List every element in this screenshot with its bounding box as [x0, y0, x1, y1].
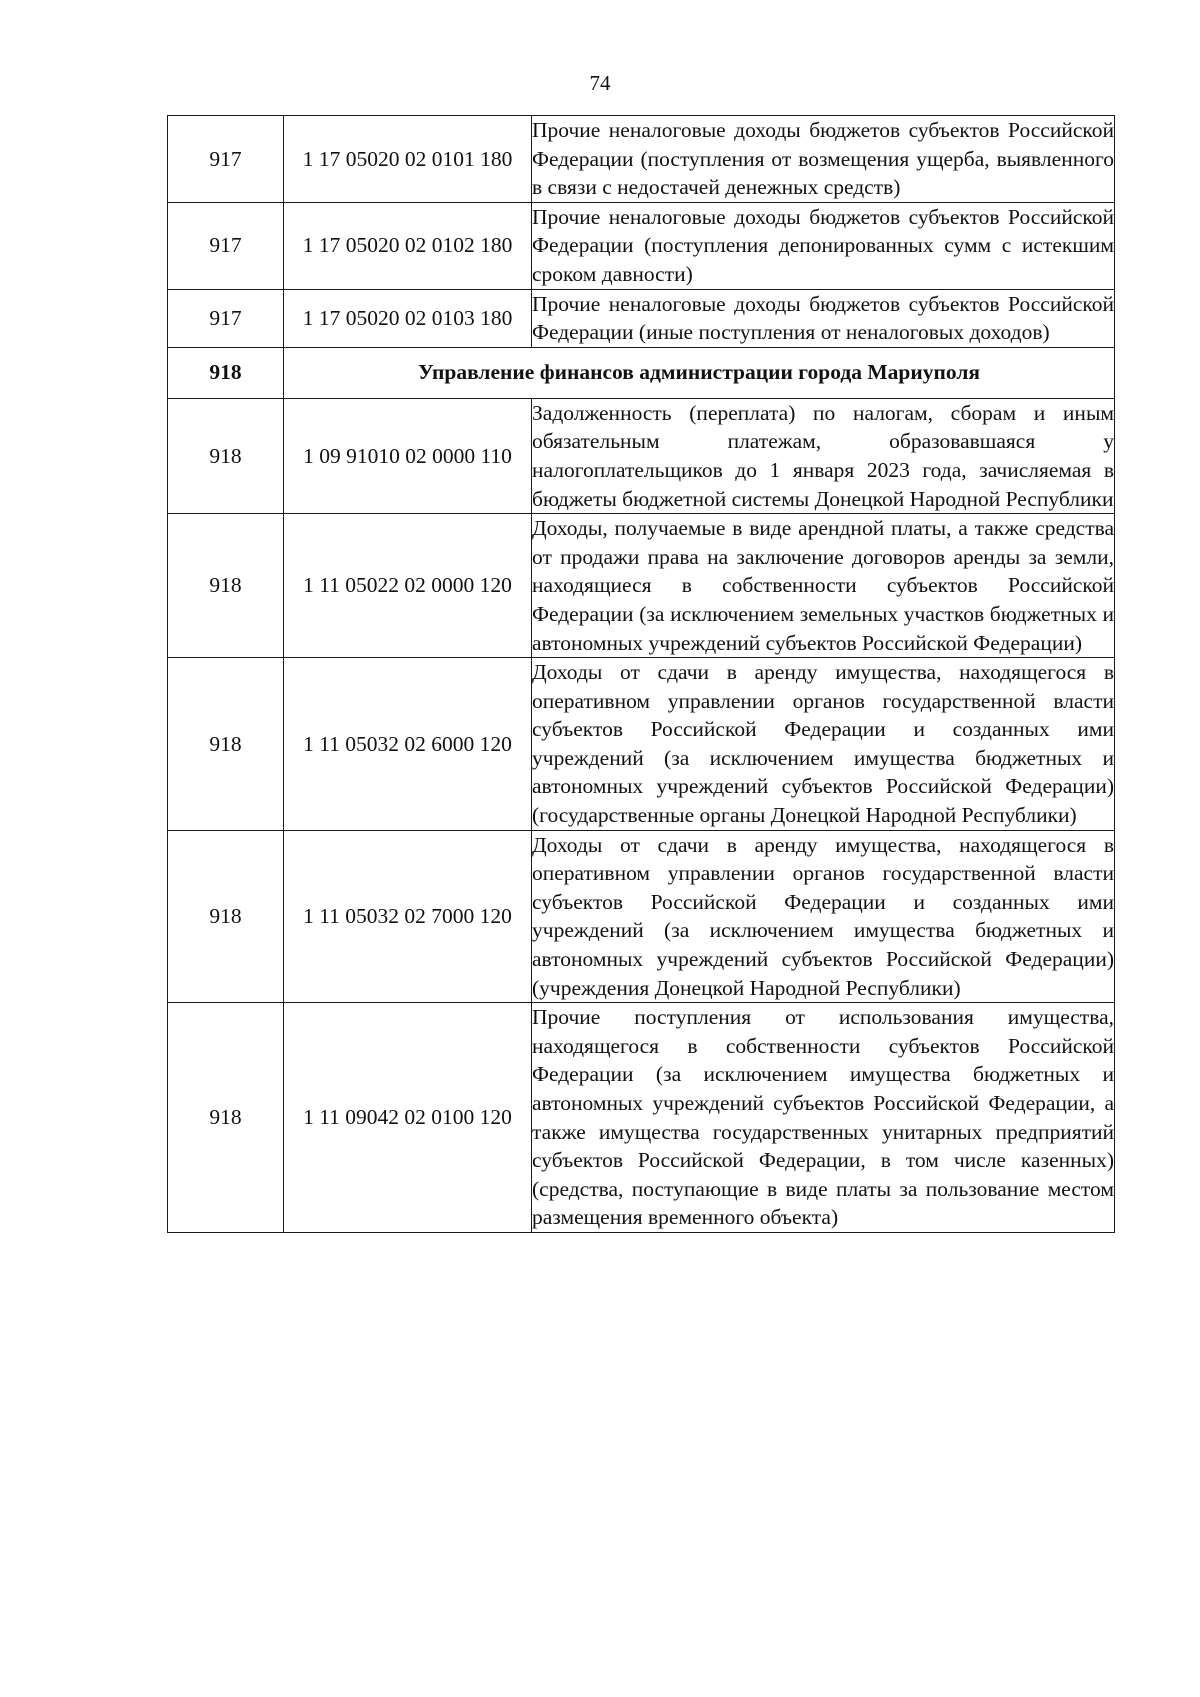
- budget-code-cell: 1 09 91010 02 0000 110: [284, 398, 532, 513]
- admin-code-cell: 917: [168, 116, 284, 203]
- admin-code-cell: 918: [168, 398, 284, 513]
- table-row: [168, 116, 1115, 203]
- table-row: [168, 289, 1115, 347]
- table-row: [168, 202, 1115, 289]
- revenue-codes-table: [167, 115, 1115, 1233]
- budget-code-cell: 1 11 05032 02 7000 120: [284, 830, 532, 1003]
- table-row: [168, 658, 1115, 831]
- table-row: [168, 1003, 1115, 1233]
- admin-code-cell: 918: [168, 658, 284, 831]
- section-admin-code-cell: 918: [168, 347, 284, 398]
- section-header-row: [168, 347, 1115, 398]
- section-title-cell: Управление финансов администрации города Мариуполя: [284, 347, 1115, 398]
- table-row: [168, 398, 1115, 513]
- budget-code-cell: 1 11 05032 02 6000 120: [284, 658, 532, 831]
- budget-code-cell: 1 17 05020 02 0103 180: [284, 289, 532, 347]
- admin-code-cell: 918: [168, 1003, 284, 1233]
- page-number: 74: [589, 71, 611, 95]
- budget-code-cell: 1 17 05020 02 0102 180: [284, 202, 532, 289]
- description-cell: Прочие поступления от использования имущества, находящегося в собственности субъектов Российской Федерации (за исключением имущества бюджетных и автономных учреждений субъектов Российской Федерации, а также имущества государственных унитарных предприятий субъектов Российской Федерации, в том числе казенных) (средства, поступающие в виде платы за пользование местом размещения временного объекта): [532, 1003, 1115, 1233]
- admin-code-cell: 917: [168, 202, 284, 289]
- table-row: [168, 514, 1115, 658]
- description-cell: Прочие неналоговые доходы бюджетов субъектов Российской Федерации (поступления от возмещения ущерба, выявленного в связи с недостачей денежных средств): [532, 116, 1115, 203]
- budget-code-cell: 1 17 05020 02 0101 180: [284, 116, 532, 203]
- admin-code-cell: 918: [168, 830, 284, 1003]
- table-row: [168, 830, 1115, 1003]
- description-cell: Прочие неналоговые доходы бюджетов субъектов Российской Федерации (иные поступления от неналоговых доходов): [532, 289, 1115, 347]
- admin-code-cell: 917: [168, 289, 284, 347]
- description-cell: Прочие неналоговые доходы бюджетов субъектов Российской Федерации (поступления депонированных сумм с истекшим сроком давности): [532, 202, 1115, 289]
- description-cell: Доходы, получаемые в виде арендной платы, а также средства от продажи права на заключение договоров аренды за земли, находящиеся в собственности субъектов Российской Федерации (за исключением земельных участков бюджетных и автономных учреждений субъектов Российской Федерации): [532, 514, 1115, 658]
- budget-code-cell: 1 11 05022 02 0000 120: [284, 514, 532, 658]
- description-cell: Доходы от сдачи в аренду имущества, находящегося в оперативном управлении органов государственной власти субъектов Российской Федерации и созданных ими учреждений (за исключением имущества бюджетных и автономных учреждений субъектов Российской Федерации) (учреждения Донецкой Народной Республики): [532, 830, 1115, 1003]
- admin-code-cell: 918: [168, 514, 284, 658]
- description-cell: Задолженность (переплата) по налогам, сборам и иным обязательным платежам, образовавшаяся у налогоплательщиков до 1 января 2023 года, зачисляемая в бюджеты бюджетной системы Донецкой Народной Республики: [532, 398, 1115, 513]
- description-cell: Доходы от сдачи в аренду имущества, находящегося в оперативном управлении органов государственной власти субъектов Российской Федерации и созданных ими учреждений (за исключением имущества бюджетных и автономных учреждений субъектов Российской Федерации) (государственные органы Донецкой Народной Республики): [532, 658, 1115, 831]
- budget-code-cell: 1 11 09042 02 0100 120: [284, 1003, 532, 1233]
